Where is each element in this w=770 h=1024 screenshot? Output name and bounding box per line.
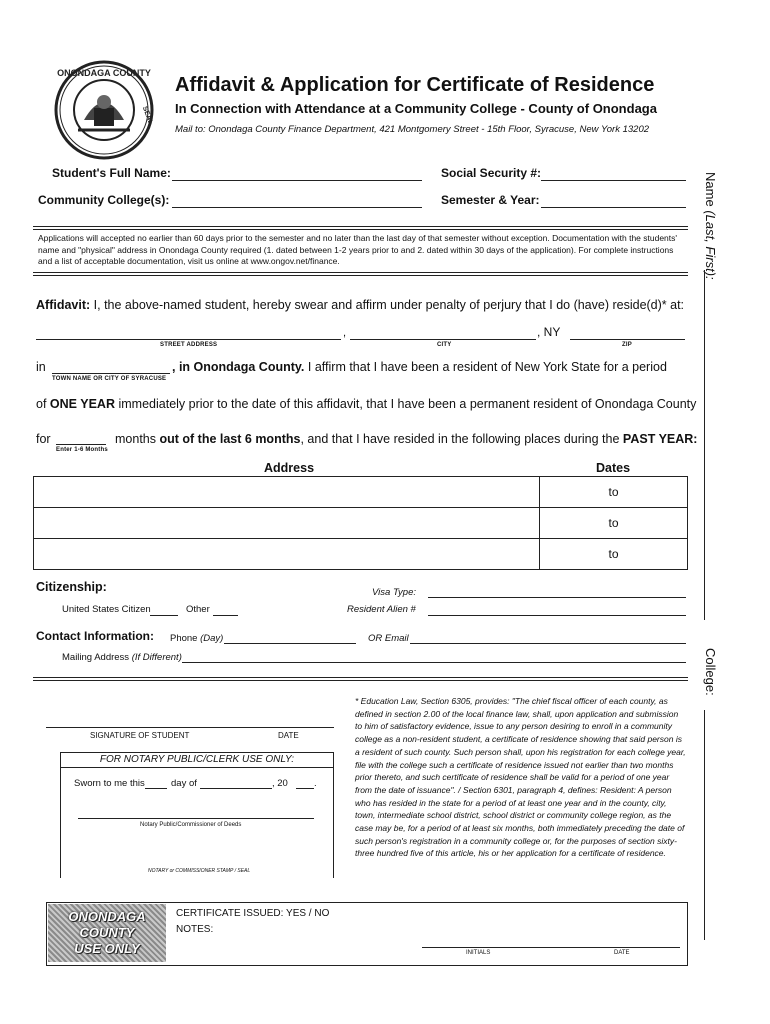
full-name-label: Student's Full Name: (52, 166, 171, 180)
months-field[interactable] (56, 444, 106, 445)
county-statement (172, 360, 667, 374)
table-row (34, 539, 688, 570)
other-label: Other (186, 604, 210, 615)
mailing-label: Mailing Address (If Different) (62, 652, 182, 663)
us-citizen-field[interactable] (150, 615, 178, 616)
town-field[interactable] (52, 373, 170, 374)
dates-cell[interactable]: to (540, 477, 688, 508)
contact-label: Contact Information: (36, 629, 154, 643)
county-text: I affirm that I have been a resident of New York State for a period (307, 360, 667, 374)
table-row (34, 477, 688, 508)
zip-caption: ZIP (622, 342, 632, 348)
college-field[interactable] (172, 207, 422, 208)
zip-field[interactable] (570, 339, 685, 340)
us-citizen-label: United States Citizen (62, 604, 151, 615)
street-address-field[interactable] (36, 339, 341, 340)
phone-label: Phone (Day) (170, 633, 224, 644)
sworn-month-field[interactable] (200, 788, 272, 789)
sworn-year-field[interactable] (296, 788, 314, 789)
phone-field[interactable] (224, 643, 356, 644)
side-college-label: College: (703, 648, 718, 696)
address-cell[interactable] (34, 539, 540, 570)
email-field[interactable] (410, 643, 686, 644)
comma: , (343, 327, 347, 339)
affidavit-label: Affidavit: (36, 298, 91, 312)
cert-issued-label: CERTIFICATE ISSUED: YES / NO (176, 908, 330, 919)
side-college-line[interactable] (704, 710, 705, 940)
education-law-text: * Education Law, Section 6305, provides: "The chief fiscal officer of each county, as defined in section 2.00 of the local finance law, shall, upon application and submission to him of satisfactory evidence, issue to any person desiring to enroll in a community college as a non-resident student, a certificate of residence showing that said person is a resident of such county. Such person shall, upon his registration for each college year, file with the college such a certificate of residence issued not earlier than two months prior thereto, and such certificate of residence shall be valid for a period of one year from the date of issuance". / Section 6301, paragraph 4, defines: Resident: A person who has resided in the state for a period of at least one year and in the county, city, town, intermediate school district, school district or community college region, as the case may be, for a period of at least six months, both immediately preceding the date of such person's registration in a community college or, for the purposes of section sixty-three hundred five of this article, his or her application for a certificate of residence. (355, 696, 686, 859)
months-statement: months out of the last 6 months, and that I have resided in the following places during the PAST YEAR: (115, 432, 698, 446)
seal-text-right: SEAL (140, 105, 154, 126)
full-name-field[interactable] (172, 180, 422, 181)
divider (33, 226, 688, 230)
initials-caption: INITIALS (466, 950, 491, 956)
county-bold: , in Onondaga County. (172, 360, 305, 374)
divider (33, 677, 688, 681)
student-signature-field[interactable] (46, 727, 334, 728)
county-seal-logo (54, 60, 154, 160)
mail-to: Mail to: Onondaga County Finance Department, 421 Montgomery Street - 15th Floor, Syracuse, New York 13202 (175, 124, 650, 135)
ssn-label: Social Security #: (441, 166, 542, 180)
stamp-caption: NOTARY or COMMISSIONER STAMP / SEAL (148, 868, 251, 874)
for-label: for (36, 432, 51, 446)
address-header: Address (264, 461, 315, 475)
semester-label: Semester & Year: (441, 193, 540, 207)
semester-field[interactable] (541, 207, 686, 208)
table-row (34, 508, 688, 539)
ssn-field[interactable] (541, 180, 686, 181)
sworn-label: Sworn to me this (74, 778, 145, 789)
street-caption: STREET ADDRESS (160, 342, 218, 348)
one-year-statement: of ONE YEAR immediately prior to the date of this affidavit, that I have been a permanent resident of Onondaga County (36, 397, 697, 411)
city-caption: CITY (437, 342, 452, 348)
visa-type-label: Visa Type: (372, 587, 417, 598)
visa-type-field[interactable] (428, 597, 686, 598)
form-title: Affidavit & Application for Certificate of Residence (175, 74, 655, 96)
ny-text: , NY (537, 325, 561, 339)
notary-caption: Notary Public/Commissioner of Deeds (140, 822, 242, 828)
notary-header: FOR NOTARY PUBLIC/CLERK USE ONLY: (99, 754, 295, 765)
side-name-label: Name (Last, First): (703, 172, 718, 280)
enter-months-caption: Enter 1-6 Months (56, 447, 108, 453)
residence-table (33, 476, 688, 570)
address-cell[interactable] (34, 477, 540, 508)
year-label: , 20 (272, 778, 288, 789)
divider (33, 272, 688, 276)
city-field[interactable] (350, 339, 536, 340)
town-caption: TOWN NAME OR CITY OF SYRACUSE (52, 376, 167, 382)
resident-alien-label: Resident Alien # (347, 604, 416, 615)
period: . (314, 778, 317, 789)
side-name-line[interactable] (704, 270, 705, 620)
address-cell[interactable] (34, 508, 540, 539)
dates-cell[interactable]: to (540, 508, 688, 539)
day-of-label: day of (171, 778, 197, 789)
dates-cell[interactable]: to (540, 539, 688, 570)
initials-date-field[interactable] (422, 947, 680, 948)
notary-signature-field[interactable] (78, 818, 314, 819)
seal-text: ONONDAGA COUNTY (57, 68, 151, 78)
office-date-caption: DATE (614, 950, 630, 956)
in-label: in (36, 360, 46, 374)
other-field[interactable] (213, 615, 238, 616)
notice-text: Applications will accepted no earlier than 60 days prior to the semester and no later than the last day of that semester without exception. Documentation with the students' name and "physical" address in Onondaga County required (1. dated between 1-2 years prior to and 2. dated within 30 days of the application). For complete instructions and a list of acceptable documentation, visit us online at www.ongov.net/finance. (38, 233, 678, 266)
date-caption: DATE (278, 731, 299, 740)
resident-alien-field[interactable] (428, 615, 686, 616)
affidavit-text: I, the above-named student, hereby swear and affirm under penalty of perjury that I do (have) reside(d)* at: (93, 298, 685, 312)
office-use-stamp: ONONDAGA COUNTY USE ONLY (48, 904, 166, 962)
sworn-day-field[interactable] (145, 788, 167, 789)
college-label: Community College(s): (38, 193, 170, 207)
affidavit-statement (36, 298, 684, 312)
citizenship-label: Citizenship: (36, 580, 107, 594)
notes-label: NOTES: (176, 924, 214, 935)
email-label: OR Email (368, 633, 409, 644)
form-subtitle: In Connection with Attendance at a Community College - County of Onondaga (175, 101, 657, 116)
signature-caption: SIGNATURE OF STUDENT (90, 731, 190, 740)
mailing-field[interactable] (182, 662, 686, 663)
dates-header: Dates (596, 461, 631, 475)
